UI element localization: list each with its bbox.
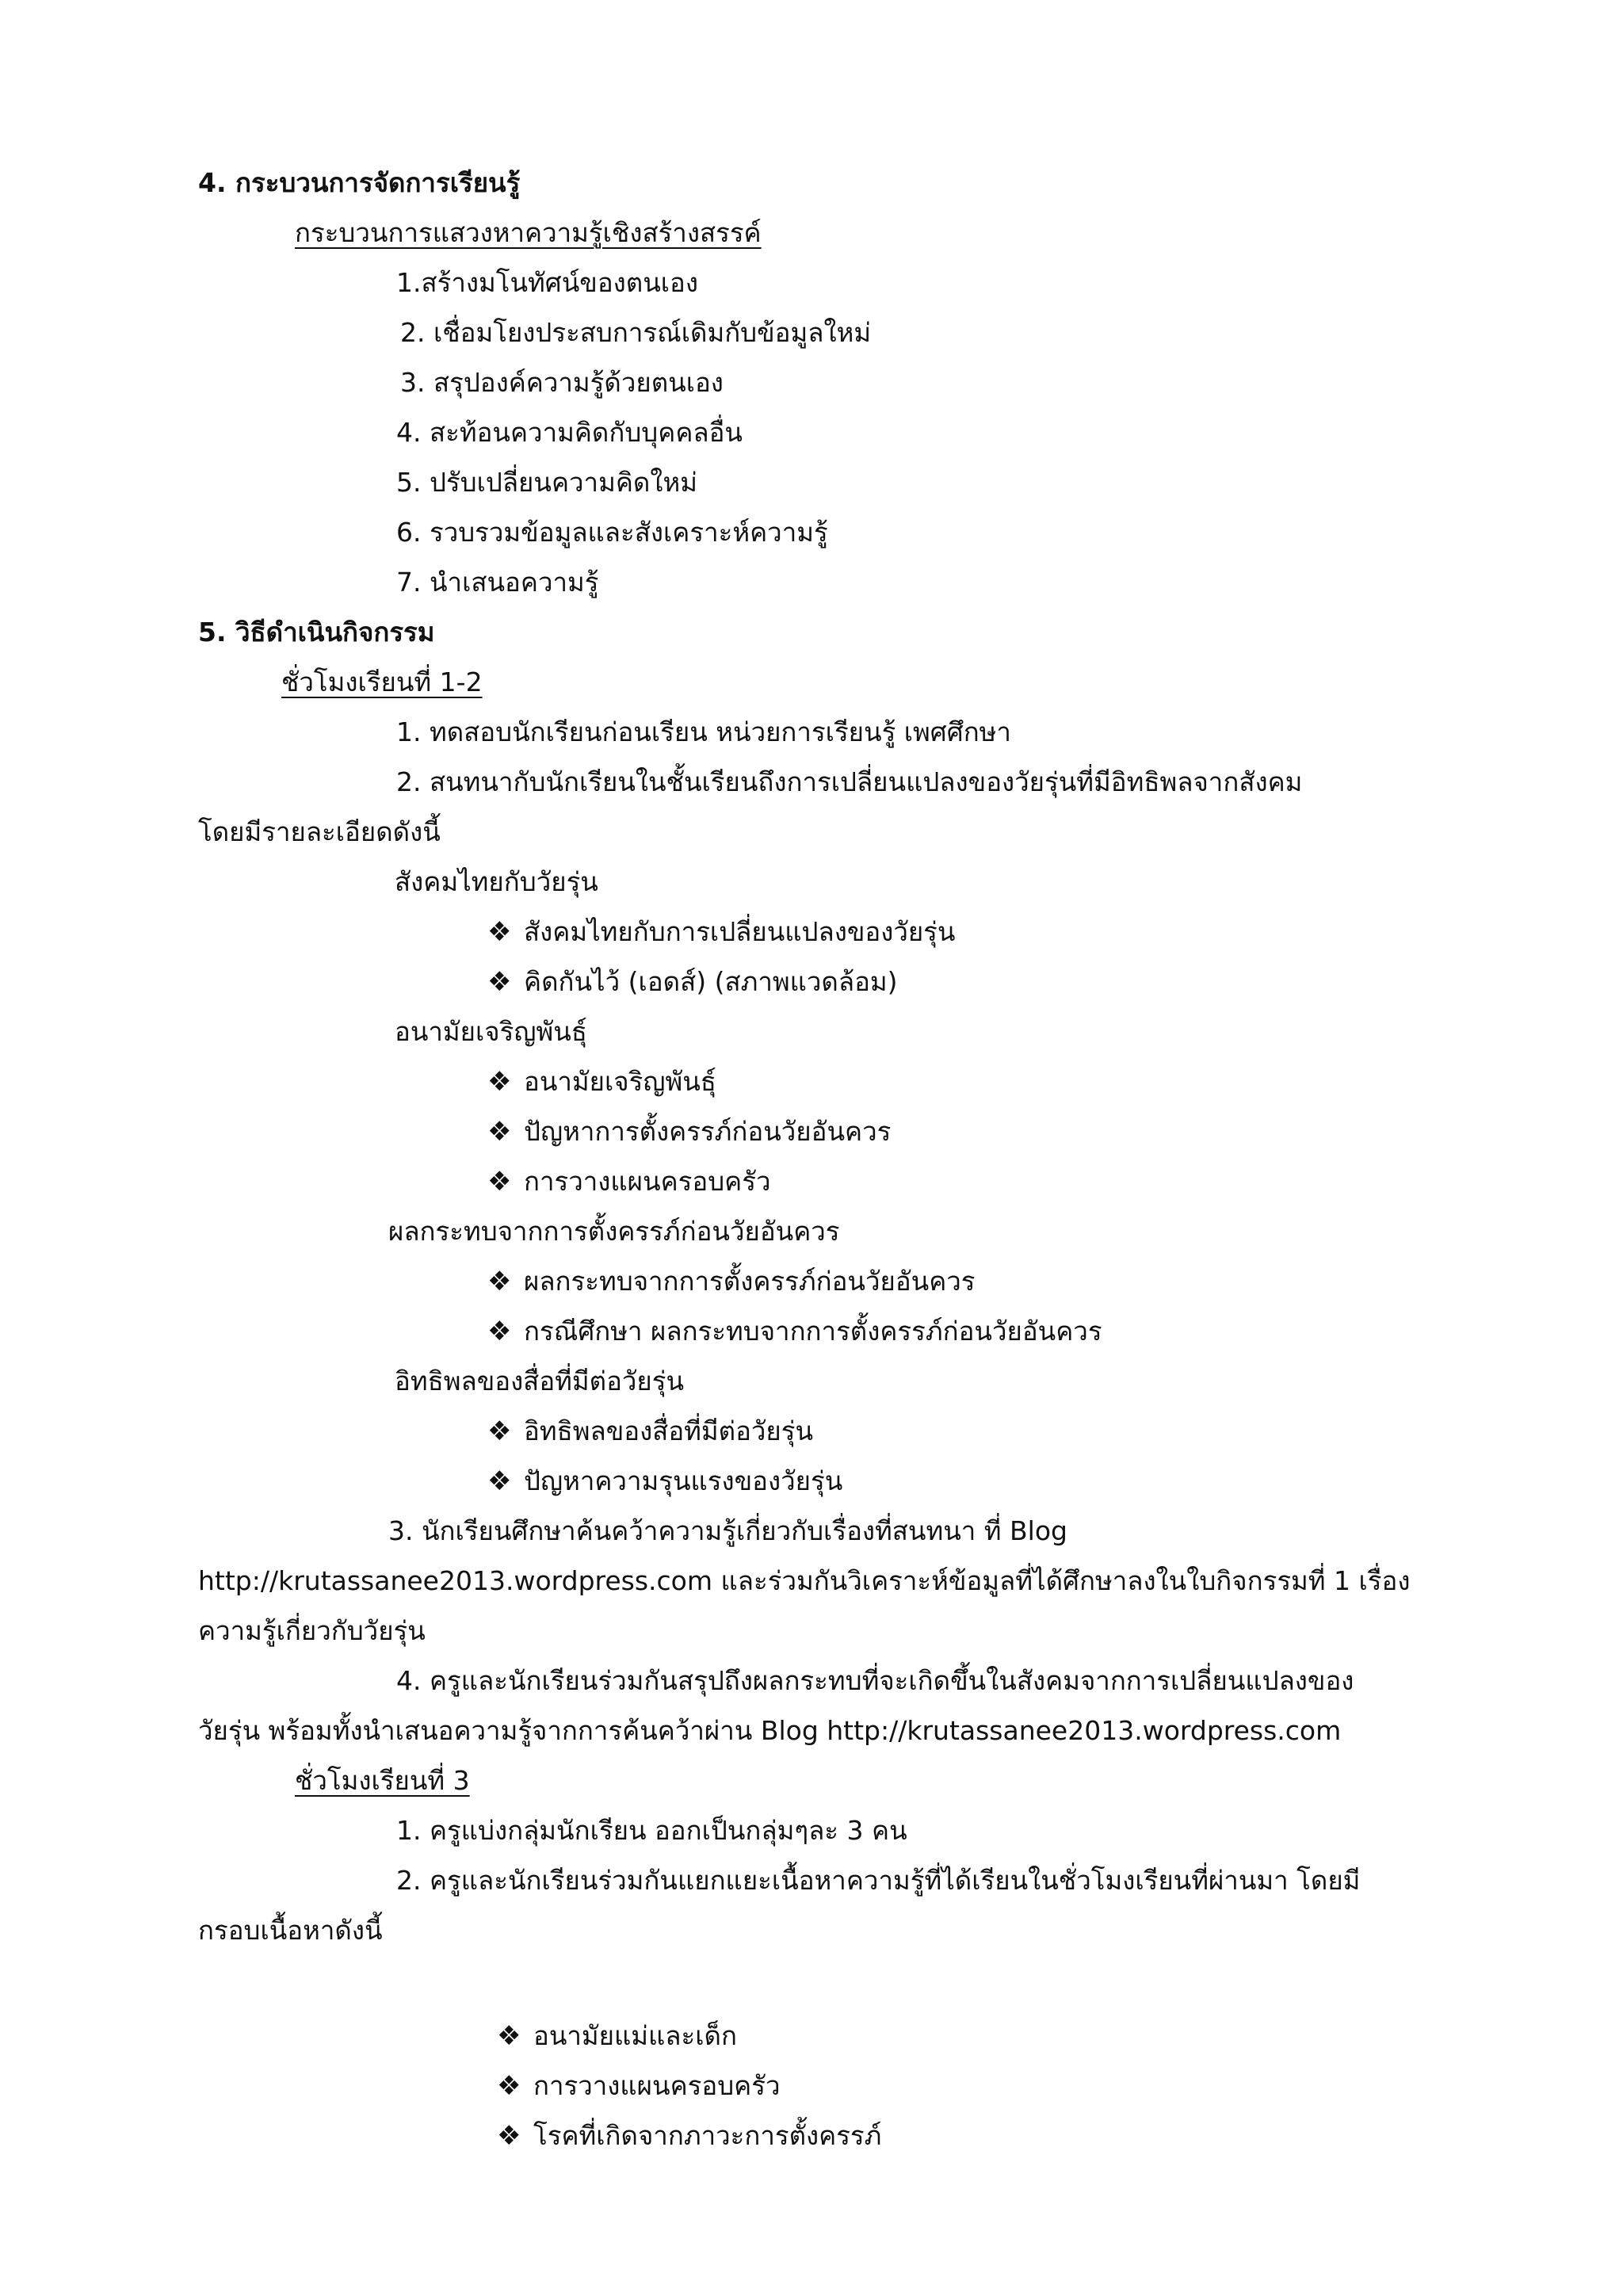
process-step-6: 6. รวบรวมข้อมูลและสังเคราะห์ความรู้ (396, 517, 828, 548)
hour-3-step-1: 1. ครูแบ่งกลุ่มนักเรียน ออกเป็นกลุ่มๆละ 3 คน (396, 1815, 907, 1846)
topic-group-title: อนามัยเจริญพันธุ์ (395, 1016, 587, 1047)
diamond-bullet-icon: ❖ (487, 966, 512, 998)
bullet-item (497, 2069, 780, 2103)
topic-group-title: สังคมไทยกับวัยรุ่น (395, 866, 598, 897)
bullet-text: การวางแผนครอบครัว (524, 1166, 771, 1197)
hour-1-2-step-2-line-2: โดยมีรายละเอียดดังนี้ (198, 816, 441, 847)
hour-1-2-step-2-line-1: 2. สนทนากับนักเรียนในชั้นเรียนถึงการเปลี่ยนแปลงของวัยรุ่นที่มีอิทธิพลจากสังคม (396, 766, 1303, 797)
hour-1-2-step-4-line-1: 4. ครูและนักเรียนร่วมกันสรุปถึงผลกระทบที่จะเกิดขึ้นในสังคมจากการเปลี่ยนแปลงของ (396, 1665, 1354, 1696)
diamond-bullet-icon: ❖ (487, 916, 512, 948)
hour-3-title: ชั่วโมงเรียนที่ 3 (295, 1765, 470, 1796)
bullet-text: อนามัยแม่และเด็ก (533, 2020, 737, 2051)
bullet-text: กรณีศึกษา ผลกระทบจากการตั้งครรภ์ก่อนวัยอันควร (524, 1316, 1102, 1347)
diamond-bullet-icon: ❖ (487, 1316, 512, 1347)
hour-1-2-step-3-line-1: 3. นักเรียนศึกษาค้นคว้าความรู้เกี่ยวกับเรื่องที่สนทนา ที่ Blog (388, 1515, 1067, 1546)
bullet-item (497, 2118, 881, 2153)
topic-group-title: อิทธิพลของสื่อที่มีต่อวัยรุ่น (395, 1366, 685, 1396)
bullet-text: คิดกันไว้ (เอดส์) (สภาพแวดล้อม) (524, 966, 898, 997)
diamond-bullet-icon: ❖ (497, 2120, 521, 2152)
diamond-bullet-icon: ❖ (487, 1116, 512, 1148)
topic-group-title: ผลกระทบจากการตั้งครรภ์ก่อนวัยอันควร (388, 1216, 840, 1247)
diamond-bullet-icon: ❖ (497, 2020, 521, 2052)
bullet-text: ผลกระทบจากการตั้งครรภ์ก่อนวัยอันควร (524, 1266, 976, 1297)
bullet-item (487, 1164, 770, 1199)
bullet-item (487, 1114, 891, 1149)
process-step-1: 1.สร้างมโนทัศน์ของตนเอง (396, 267, 698, 298)
process-step-2: 2. เชื่อมโยงประสบการณ์เดิมกับข้อมูลใหม่ (400, 317, 872, 348)
process-step-5: 5. ปรับเปลี่ยนความคิดใหม่ (396, 467, 697, 498)
process-step-4: 4. สะท้อนความคิดกับบุคคลอื่น (396, 417, 743, 448)
process-step-7: 7. นำเสนอความรู้ (396, 567, 599, 598)
diamond-bullet-icon: ❖ (497, 2070, 521, 2102)
bullet-item (487, 965, 898, 999)
section-5-heading: 5. วิธีดำเนินกิจกรรม (198, 617, 435, 648)
bullet-item (497, 2019, 737, 2053)
diamond-bullet-icon: ❖ (487, 1266, 512, 1297)
process-step-3: 3. สรุปองค์ความรู้ด้วยตนเอง (400, 367, 724, 398)
section-4-heading: 4. กระบวนการจัดการเรียนรู้ (198, 167, 521, 198)
bullet-text: การวางแผนครอบครัว (533, 2070, 781, 2101)
bullet-item (487, 915, 955, 949)
bullet-text: ปัญหาความรุนแรงของวัยรุ่น (524, 1465, 843, 1496)
diamond-bullet-icon: ❖ (487, 1166, 512, 1198)
bullet-item (487, 1414, 813, 1449)
bullet-item (487, 1314, 1102, 1349)
bullet-text: อนามัยเจริญพันธุ์ (524, 1066, 716, 1097)
diamond-bullet-icon: ❖ (487, 1415, 512, 1447)
diamond-bullet-icon: ❖ (487, 1465, 512, 1497)
bullet-text: โรคที่เกิดจากภาวะการตั้งครรภ์ (533, 2120, 882, 2151)
hour-3-step-2-line-2: กรอบเนื้อหาดังนี้ (198, 1915, 383, 1946)
hour-1-2-step-4-line-2: วัยรุ่น พร้อมทั้งนำเสนอความรู้จากการค้นคว้าผ่าน Blog http://krutassanee2013.wordpress.com (198, 1715, 1342, 1746)
bullet-item (487, 1464, 842, 1499)
bullet-text: อิทธิพลของสื่อที่มีต่อวัยรุ่น (524, 1415, 814, 1446)
diamond-bullet-icon: ❖ (487, 1066, 512, 1098)
hour-1-2-step-3-line-2: http://krutassanee2013.wordpress.com และร่วมกันวิเคราะห์ข้อมูลที่ได้ศึกษาลงในใบกิจกรรมที่ 1 เรื่อง (198, 1565, 1411, 1596)
bullet-text: สังคมไทยกับการเปลี่ยนแปลงของวัยรุ่น (524, 916, 956, 947)
section-4-subheading: กระบวนการแสวงหาความรู้เชิงสร้างสรรค์ (295, 217, 762, 248)
bullet-item (487, 1064, 716, 1099)
hour-1-2-title: ชั่วโมงเรียนที่ 1-2 (281, 667, 483, 697)
bullet-item (487, 1264, 976, 1299)
bullet-text: ปัญหาการตั้งครรภ์ก่อนวัยอันควร (524, 1116, 892, 1147)
hour-1-2-step-1: 1. ทดสอบนักเรียนก่อนเรียน หน่วยการเรียนรู้ เพศศึกษา (396, 716, 1011, 747)
hour-1-2-step-3-line-3: ความรู้เกี่ยวกับวัยรุ่น (198, 1615, 426, 1646)
hour-3-step-2-line-1: 2. ครูและนักเรียนร่วมกันแยกแยะเนื้อหาความรู้ที่ได้เรียนในชั่วโมงเรียนที่ผ่านมา โดยมี (396, 1865, 1361, 1896)
